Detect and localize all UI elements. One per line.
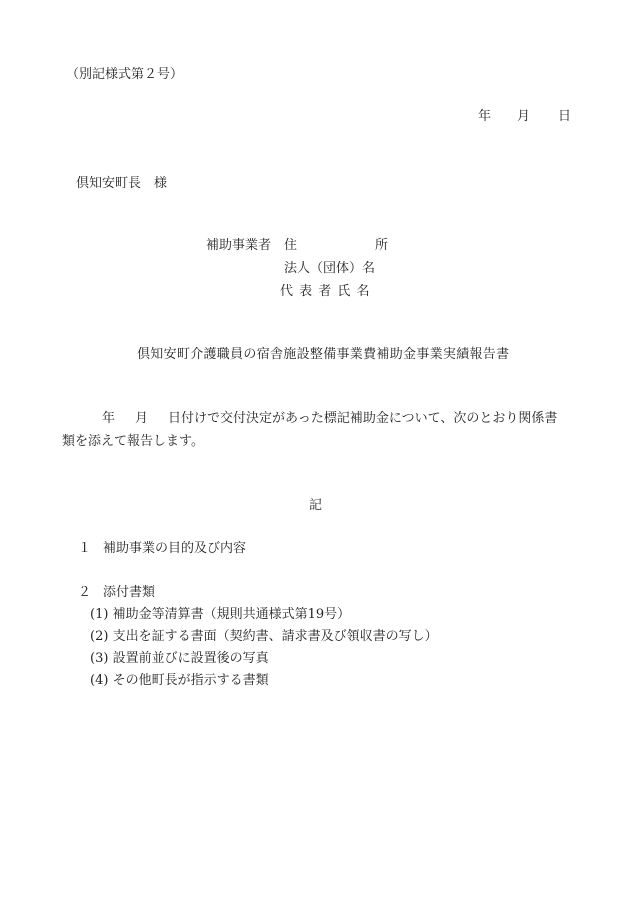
item-1-num: １	[78, 541, 92, 556]
attachment-3-text: 設置前並びに設置後の写真	[112, 651, 269, 666]
body-line-1	[102, 410, 557, 428]
attachment-2-text: 支出を証する書面（契約書、請求書及び領収書の写し）	[112, 629, 438, 644]
item-1	[78, 540, 246, 558]
date-line	[478, 108, 571, 126]
attachment-1	[90, 606, 350, 624]
representative-label: 代 表 者 氏 名	[280, 284, 371, 299]
address-label-2: 所	[375, 238, 389, 253]
ki-heading: 記	[309, 498, 323, 513]
item-2-num: ２	[78, 585, 92, 600]
attachment-3	[90, 650, 269, 668]
body-line-2: 類を添えて報告します。	[62, 434, 204, 449]
applicant-heading: 補助事業者	[206, 238, 272, 253]
attachment-4-num: (4)	[90, 673, 109, 688]
body-year: 年	[102, 411, 116, 426]
document-title: 倶知安町介護職員の宿舎施設整備事業費補助金事業実績報告書	[137, 347, 510, 362]
address-label-1: 住	[284, 238, 298, 253]
item-1-text: 補助事業の目的及び内容	[103, 541, 247, 556]
date-day: 日	[558, 109, 572, 124]
attachment-1-num: (1)	[90, 607, 109, 622]
item-2-text: 添付書類	[103, 585, 156, 600]
item-2	[78, 584, 155, 602]
attachment-4-text: その他町長が指示する書類	[112, 673, 269, 688]
body-month: 月	[135, 411, 149, 426]
form-label: （別記様式第２号）	[66, 67, 184, 82]
date-year: 年	[478, 109, 492, 124]
attachment-1-text: 補助金等清算書（規則共通様式第19号）	[112, 607, 351, 622]
date-month: 月	[517, 109, 531, 124]
address-label	[284, 237, 388, 255]
org-label: 法人（団体）名	[284, 261, 376, 276]
attachment-4	[90, 672, 269, 690]
attachment-3-num: (3)	[90, 651, 109, 666]
attachment-2	[90, 628, 438, 646]
addressee: 倶知安町長 様	[76, 176, 168, 191]
attachment-2-num: (2)	[90, 629, 109, 644]
body-line1-rest: 日付けで交付決定があった標記補助金について、次のとおり関係書	[168, 411, 558, 426]
